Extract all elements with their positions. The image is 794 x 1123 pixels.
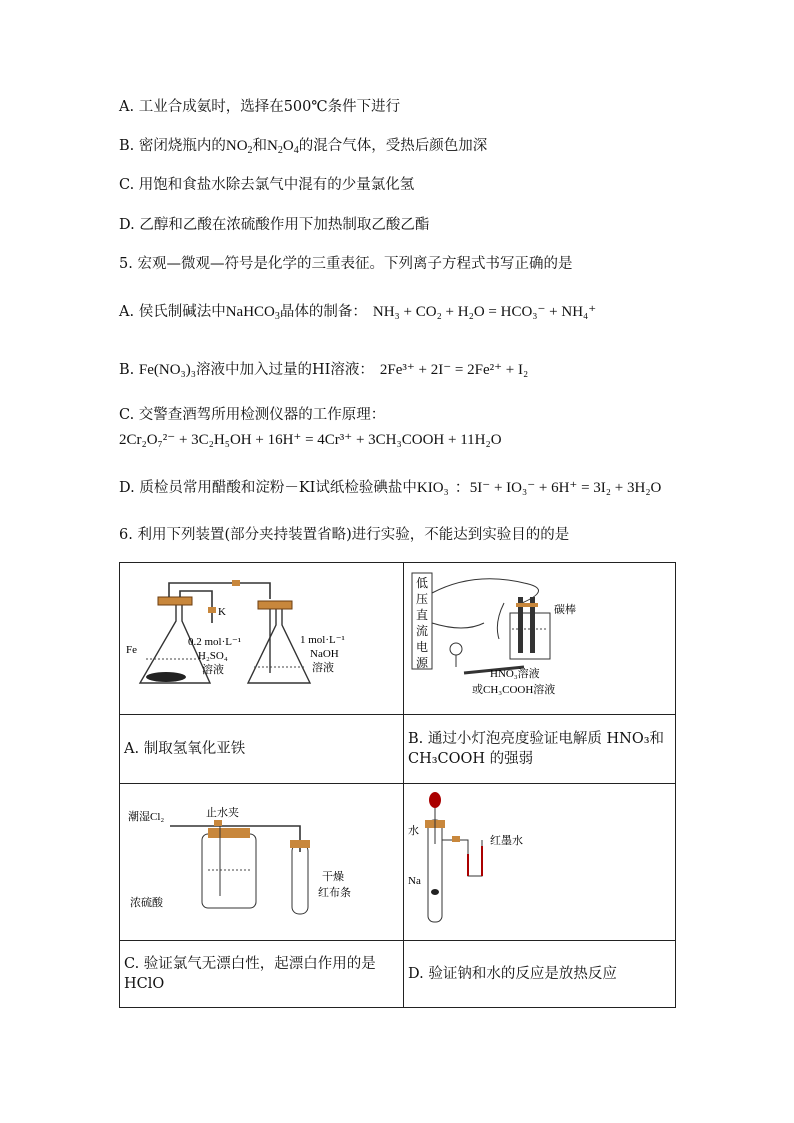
- figure-a-caption: A. 制取氢氧化亚铁: [120, 715, 404, 784]
- figure-c-acid: 浓硫酸: [130, 897, 163, 909]
- q5-a-equation: NH₃ + CO₂ + H₂O = HCO₃⁻ + NH₄⁺: [372, 304, 597, 320]
- q4-b-prefix: B. 密闭烧瓶内的: [119, 138, 226, 154]
- q5-option-b: B. Fe(NO₃)₃溶液中加入过量的HI溶液： 2Fe³⁺ + 2I⁻ = 2Fe²⁺ + I₂: [119, 362, 529, 378]
- q5-stem: 5. 宏观—微观—符号是化学的三重表征。下列离子方程式书写正确的是: [119, 256, 573, 272]
- q5-b-chem: Fe(NO₃)₃: [138, 362, 196, 378]
- figure-b-sol2: 或CH₃COOH溶液: [472, 684, 556, 696]
- figure-b-power-3: 流: [416, 624, 429, 638]
- q6-stem: 6. 利用下列装置(部分夹持装置省略)进行实验，不能达到实验目的的是: [119, 527, 570, 543]
- figure-a-k-label: K: [218, 606, 226, 618]
- q4-option-b: [119, 136, 487, 158]
- figure-a-apparatus: [120, 563, 403, 710]
- figure-d-caption: D. 验证钠和水的反应是放热反应: [404, 941, 676, 1008]
- figure-b-sol1: HNO₃溶液: [490, 668, 540, 680]
- figure-a-base-conc: 1 mol·L⁻¹: [300, 634, 345, 646]
- q5-option-c: C. 交警查酒驾所用检测仪器的工作原理：: [119, 407, 386, 423]
- figure-c-dry2: 红布条: [318, 887, 351, 899]
- figure-b-power-1: 压: [416, 592, 429, 606]
- q5-a-nahco3: NaHCO$_3$: [225, 304, 280, 322]
- figure-a-acid: H₂SO₄: [198, 650, 228, 662]
- figure-d-cell: [404, 784, 676, 941]
- q4-option-a: A. 工业合成氨时，选择在500℃条件下进行: [119, 99, 401, 115]
- figure-c-caption: C. 验证氯气无漂白性，起漂白作用的是 HClO: [120, 941, 404, 1008]
- figure-d-apparatus: [404, 784, 675, 936]
- q6-apparatus-table: [119, 562, 676, 1008]
- figure-d-ink: 红墨水: [490, 835, 523, 847]
- figure-a-base: NaOH: [310, 648, 339, 660]
- figure-c-apparatus: [120, 784, 403, 936]
- figure-c-clamp: 止水夹: [206, 807, 239, 819]
- q4-b-and: 和: [252, 138, 268, 154]
- figure-a-sol1: 溶液: [202, 664, 224, 676]
- q5-d-chem: KIO₃: [416, 480, 449, 496]
- figure-b-power-5: 源: [416, 656, 429, 670]
- q5-c-equation: 2Cr₂O₇²⁻ + 3C₂H₅OH + 16H⁺ = 4Cr³⁺ + 3CH₃COOH + 11H₂O: [119, 432, 502, 448]
- figure-b-power-4: 电: [416, 640, 429, 654]
- figure-b-power-0: 低: [416, 576, 429, 590]
- figure-b-rod: 碳棒: [554, 604, 576, 616]
- figure-d-na: Na: [408, 875, 421, 887]
- figure-b-apparatus: [404, 563, 675, 710]
- q5-option-a: A. 侯氏制碱法中NaHCO$_3$晶体的制备： NH₃ + CO₂ + H₂O = HCO₃⁻ + NH₄⁺: [119, 304, 597, 322]
- figure-c-cell: [120, 784, 404, 941]
- q4-b-suffix: 的混合气体，受热后颜色加深: [298, 138, 488, 154]
- figure-b-cell: [404, 563, 676, 715]
- q5-option-d: D. 质检员常用醋酸和淀粉－KI试纸检验碘盐中KIO₃ ：5I⁻ + IO₃⁻ + 6H⁺ = 3I₂ + 3H₂O: [119, 480, 662, 496]
- q4-b-formula-n2o4: $N_2O_4$: [267, 138, 299, 156]
- figure-a-sol2: 溶液: [312, 662, 334, 674]
- figure-b-caption: B. 通过小灯泡亮度验证电解质 HNO₃和 CH₃COOH 的强弱: [404, 715, 676, 784]
- figure-c-dry1: 干燥: [322, 871, 344, 883]
- q4-option-c: C. 用饱和食盐水除去氯气中混有的少量氯化氢: [119, 177, 415, 193]
- figure-d-water: 水: [408, 825, 419, 837]
- q4-option-d: D. 乙醇和乙酸在浓硫酸作用下加热制取乙酸乙酯: [119, 217, 430, 233]
- q5-b-equation: 2Fe³⁺ + 2I⁻ = 2Fe²⁺ + I₂: [379, 362, 529, 378]
- figure-c-gas: 潮湿Cl₂: [128, 811, 165, 823]
- figure-a-fe-label: Fe: [126, 644, 137, 656]
- figure-a-acid-conc: 0.2 mol·L⁻¹: [188, 636, 242, 648]
- figure-a-cell: [120, 563, 404, 715]
- q5-d-equation: ：5I⁻ + IO₃⁻ + 6H⁺ = 3I₂ + 3H₂O: [454, 480, 662, 496]
- q4-b-formula-no2: $NO_2$: [225, 138, 253, 156]
- figure-b-power-2: 直: [416, 608, 429, 622]
